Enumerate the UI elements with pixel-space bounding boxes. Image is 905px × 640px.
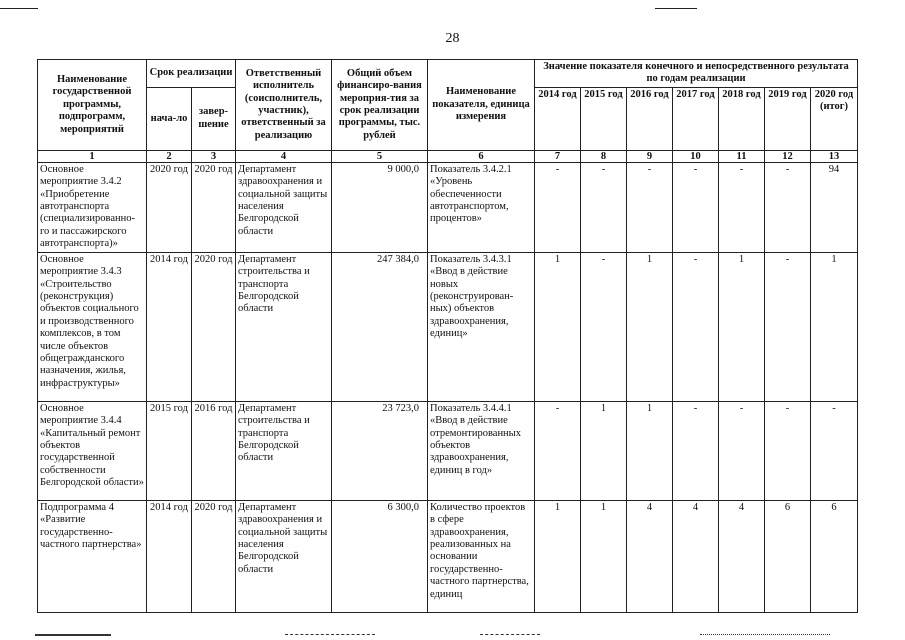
row-value: - (581, 162, 627, 252)
row-value: 94 (811, 162, 858, 252)
row-value: 1 (535, 500, 581, 612)
row-value: - (673, 252, 719, 401)
table-row (38, 162, 858, 252)
column-number: 8 (581, 150, 627, 162)
header-year: 2019 год (765, 87, 811, 150)
table-row (38, 401, 858, 500)
header-indicator: Наименование показателя, единица измерения (428, 60, 535, 151)
row-value: 1 (581, 401, 627, 500)
bottom-artifact-rule (35, 634, 111, 636)
header-year: 2015 год (581, 87, 627, 150)
row-value: 4 (673, 500, 719, 612)
header-funding: Общий объем финансиро-вания мероприя-тия за срок реализации программы, тыс. рублей (332, 60, 428, 151)
column-number: 10 (673, 150, 719, 162)
row-value: 6 (811, 500, 858, 612)
page-number: 28 (445, 31, 460, 46)
header-end: завер-шение (192, 87, 236, 150)
row-name: Основное мероприятие 3.4.4 «Капитальный ремонт объектов государственной собственности Белгородской области» (38, 401, 147, 500)
header-period: Срок реализации (147, 60, 236, 88)
program-table (37, 59, 858, 613)
row-value: 4 (627, 500, 673, 612)
header-year: 2016 год (627, 87, 673, 150)
row-funding: 9 000,0 (332, 162, 428, 252)
row-executor: Департамент здравоохранения и социальной защиты населения Белгородской области (236, 500, 332, 612)
row-executor: Департамент строительства и транспорта Белгородской области (236, 252, 332, 401)
row-value: - (535, 401, 581, 500)
header-year: 2020 год (итог) (811, 87, 858, 150)
column-number: 6 (428, 150, 535, 162)
row-value: 1 (627, 401, 673, 500)
top-left-rule (0, 8, 38, 9)
row-value: - (719, 401, 765, 500)
header-year: 2014 год (535, 87, 581, 150)
row-value: - (765, 252, 811, 401)
row-value: - (811, 401, 858, 500)
column-numbers-row (38, 150, 858, 162)
row-value: - (581, 252, 627, 401)
bottom-artifact-rule (700, 634, 830, 635)
table-row (38, 500, 858, 612)
header-values: Значение показателя конечного и непосредственного результата по годам реализации (535, 60, 858, 88)
row-value: 1 (627, 252, 673, 401)
row-funding: 247 384,0 (332, 252, 428, 401)
column-number: 13 (811, 150, 858, 162)
row-name: Подпрограмма 4 «Развитие государственно-частного партнерства» (38, 500, 147, 612)
column-number: 7 (535, 150, 581, 162)
bottom-artifact-rule (285, 634, 375, 635)
header-year: 2018 год (719, 87, 765, 150)
row-end: 2020 год (192, 252, 236, 401)
row-value: 1 (811, 252, 858, 401)
bottom-artifact-rule (480, 634, 540, 635)
top-right-rule (655, 8, 697, 9)
column-number: 4 (236, 150, 332, 162)
row-value: 6 (765, 500, 811, 612)
row-funding: 23 723,0 (332, 401, 428, 500)
row-end: 2016 год (192, 401, 236, 500)
column-number: 9 (627, 150, 673, 162)
row-value: - (765, 162, 811, 252)
row-start: 2020 год (147, 162, 192, 252)
column-number: 2 (147, 150, 192, 162)
row-end: 2020 год (192, 500, 236, 612)
row-indicator: Количество проектов в сфере здравоохранения, реализованных на основании государственно-частного партнерства, единиц (428, 500, 535, 612)
table-row (38, 252, 858, 401)
column-number: 3 (192, 150, 236, 162)
row-name: Основное мероприятие 3.4.2 «Приобретение автотранспорта (специализированно-го и пассажирского автотранспорта)» (38, 162, 147, 252)
row-value: - (627, 162, 673, 252)
row-value: - (673, 162, 719, 252)
header-executor: Ответственный исполнитель (соисполнитель, участник), ответственный за реализацию (236, 60, 332, 151)
row-value: - (765, 401, 811, 500)
row-indicator: Показатель 3.4.3.1 «Ввод в действие новых (реконструирован-ных) объектов здравоохранения, единиц» (428, 252, 535, 401)
row-value: - (719, 162, 765, 252)
row-funding: 6 300,0 (332, 500, 428, 612)
row-indicator: Показатель 3.4.2.1 «Уровень обеспеченности автотранспортом, процентов» (428, 162, 535, 252)
row-end: 2020 год (192, 162, 236, 252)
header-year: 2017 год (673, 87, 719, 150)
row-value: - (535, 162, 581, 252)
row-executor: Департамент здравоохранения и социальной защиты населения Белгородской области (236, 162, 332, 252)
row-start: 2014 год (147, 500, 192, 612)
row-value: 1 (535, 252, 581, 401)
row-value: - (673, 401, 719, 500)
header-start: нача-ло (147, 87, 192, 150)
column-number: 5 (332, 150, 428, 162)
row-value: 4 (719, 500, 765, 612)
column-number: 11 (719, 150, 765, 162)
column-number: 12 (765, 150, 811, 162)
row-name: Основное мероприятие 3.4.3 «Строительство (реконструкция) объектов социального и производственного комплексов, в том числе объектов общегражданского назначения, жилья, инфраструктуры» (38, 252, 147, 401)
row-start: 2015 год (147, 401, 192, 500)
row-indicator: Показатель 3.4.4.1 «Ввод в действие отремонтированных объектов здравоохранения, единиц в год» (428, 401, 535, 500)
row-executor: Департамент строительства и транспорта Белгородской области (236, 401, 332, 500)
header-name: Наименование государственной программы, подпрограмм, мероприятий (38, 60, 147, 151)
row-value: 1 (581, 500, 627, 612)
row-value: 1 (719, 252, 765, 401)
row-start: 2014 год (147, 252, 192, 401)
column-number: 1 (38, 150, 147, 162)
